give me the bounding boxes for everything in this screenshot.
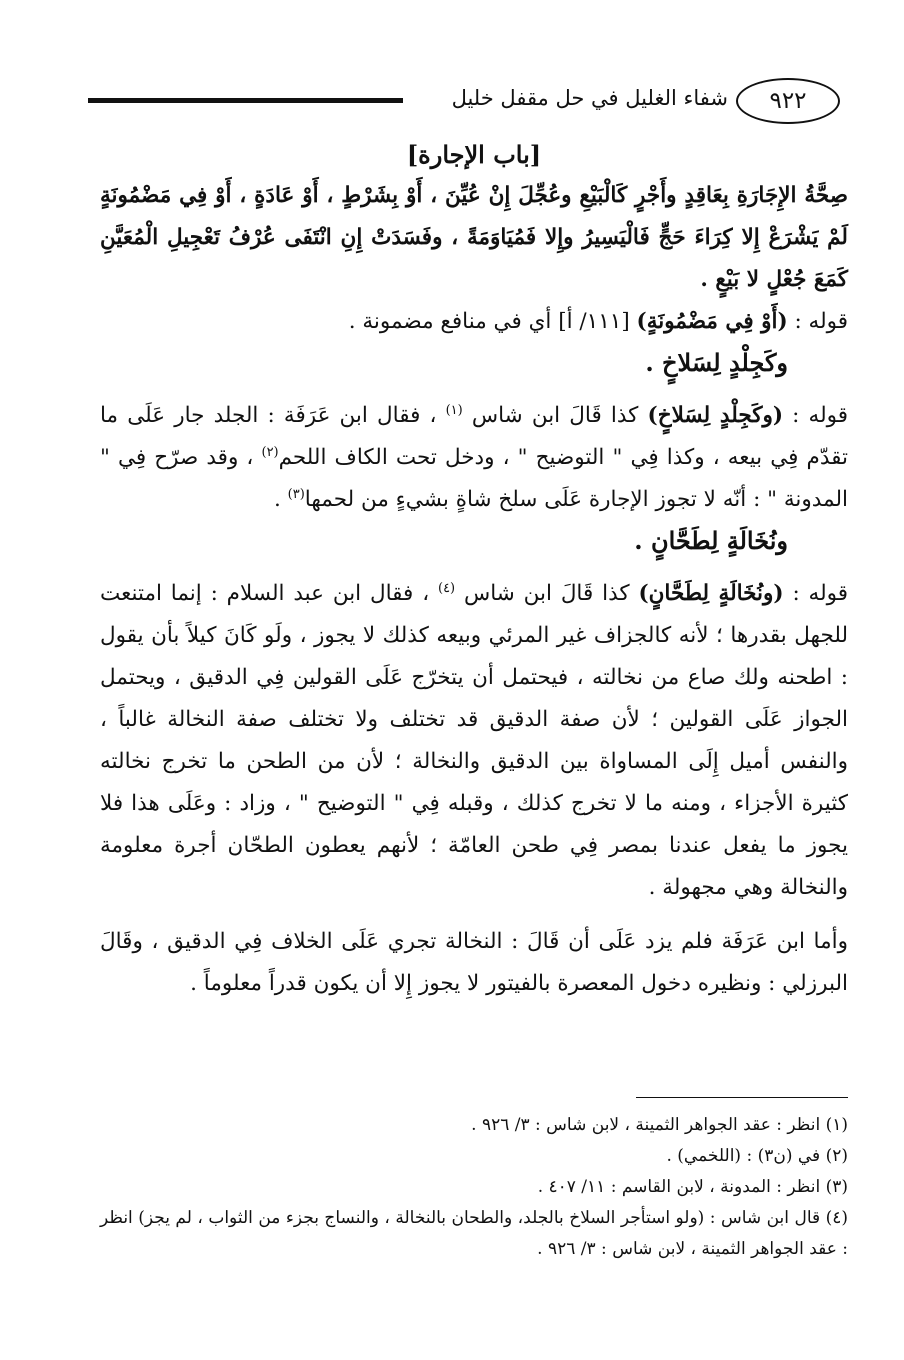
footnote-ref[interactable]: (٢) [261,444,279,460]
commentary-text: [١١١/ أ] أي في منافع مضمونة . [348,309,637,334]
footnote-4: (٤) قال ابن شاس : (ولو استأجر السلاخ بالجلد، والطحان بالنخالة ، والنساج بجزء من الثواب ، لم يجز) انظر : عقد الجواهر الثمينة ، لابن شاس : ٣/ ٩٢٦ . [100,1208,848,1259]
commentary-text: ، فقال ابن عَرَفَة : الجلد جار عَلَى ما تقدّم فِي بيعه ، وكذا فِي " التوضيح " ، ودخل تحت الكاف اللحم [100,403,849,470]
commentary-paragraph-1 [100,301,848,343]
qawluhu-label: قوله : [783,403,849,428]
main-text [100,140,848,1005]
page-number: ٩٢٢ [736,78,840,124]
commentary-paragraph-2 [100,395,848,521]
footnote-1: (١) انظر : عقد الجواهر الثمينة ، لابن شاس : ٣/ ٩٢٦ . [471,1115,848,1135]
footnote-separator [636,1097,848,1098]
commentary-text: كذا قَالَ ابن شاس [462,403,648,428]
quoted-matn: (وكَجِلْدٍ لِسَلاخٍ) [647,403,784,428]
quoted-matn: (ونُخَالَةٍ لِطَحَّانٍ) [638,581,784,606]
commentary-paragraph-4: وأما ابن عَرَفَة فلم يزد عَلَى أن قَالَ : النخالة تجري عَلَى الخلاف فِي الدقيق ، وقَالَ البرزلي : ونظيره دخول المعصرة بالفيتور لا يجوز إِلا أن يكون قدراً معلوماً . [100,929,848,996]
footnote-3: (٣) انظر : المدونة ، لابن القاسم : ١١/ ٤٠٧ . [537,1177,848,1197]
footnote-2: (٢) في (ن٣) : (اللخمي) . [666,1146,848,1166]
commentary-text: ، فقال ابن عبد السلام : إنما امتنعت للجهل بقدرها ؛ لأنه كالجزاف غير المرئي وبيعه كذلك لا يجوز ، ولَو كَانَ كيلاً بأن يقول : اطحنه ولك صاع من نخالته ، فيحتمل أن يتخرّج عَلَى القولين فِي الدقيق ، ويحتمل الجواز عَلَى القولين ؛ لأن صفة الدقيق قد تختلف ولا تختلف صفة النخالة غالباً ، والنفس أميل إِلَى المساواة بين الدقيق والنخالة ؛ لأن من الطحن ما تخرج نخالته كثيرة الأجزاء ، ومنه ما لا تخرج كذلك ، وقبله فِي " التوضيح " ، وزاد : وعَلَى هذا فلا يجوز ما يفعل عندنا بمصر فِي طحن العامّة ؛ لأنهم يعطون الطحّان أجرة معلومة والنخالة وهي مجهولة . [100,581,848,900]
matn-passage: صِحَّةُ الإِجَارَةِ بِعَاقِدٍ وأَجْرٍ كَالْبَيْعِ وعُجِّلَ إِنْ عُيِّنَ ، أَوْ بِشَرْطٍ ، أَوْ عَادَةٍ ، أَوْ فِي مَضْمُونَةٍ لَمْ يَشْرَعْ إِلا كِرَاءَ حَجٍّ فَالْيَسِيرُ وإِلا فَمُيَاوَمَةً ، وفَسَدَتْ إِنِ انْتَفَى عُرْفُ تَعْجِيلِ الْمُعَيَّنِ كَمَعَ جُعْلٍ لا بَيْعٍ . [100,183,848,292]
commentary-text: كذا قَالَ ابن شاس [455,581,639,606]
footnote-ref[interactable]: (٤) [437,580,456,596]
page-header [88,78,840,124]
commentary-text: ، وقد صرّح فِي " المدونة " : أنّه لا تجوز الإجارة عَلَى سلخ شاةٍ بشيءٍ من لحمها [100,445,848,512]
quoted-matn: (أَوْ فِي مَضْمُونَةٍ) [636,309,788,334]
commentary-text: . [273,487,288,512]
matn-line-2: وكَجِلْدٍ لِسَلاخٍ . [645,348,788,377]
commentary-paragraph-3 [100,573,848,909]
matn-line-3: ونُخَالَةٍ لِطَحَّانٍ . [634,526,788,555]
footnote-ref[interactable]: (٣) [287,486,305,502]
header-rule [88,98,403,103]
qawluhu-label: قوله : [787,309,848,334]
footnote-ref[interactable]: (١) [445,402,463,418]
qawluhu-label: قوله : [783,581,849,606]
chapter-title: [باب الإجارة] [406,140,542,169]
footnotes [100,1110,848,1265]
running-title: شفاء الغليل في حل مقفل خليل [451,86,728,110]
